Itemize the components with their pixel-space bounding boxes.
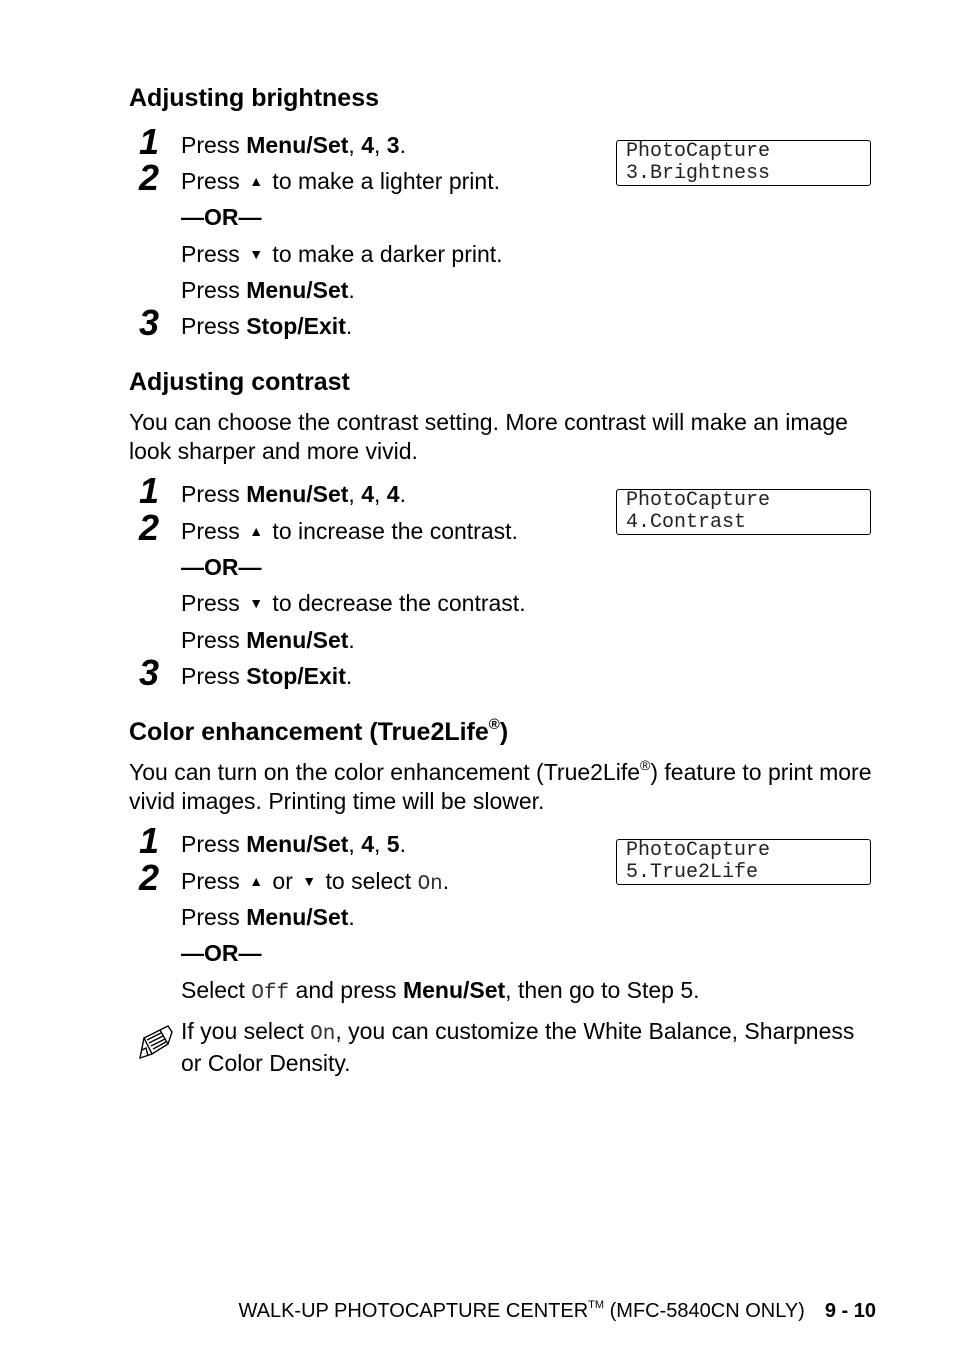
color-press-menu: Press Menu/Set. [181,904,355,930]
or-separator: —OR— [181,204,262,230]
step-number-2: 2 [139,157,160,198]
contrast-alt: Press ▼ to decrease the contrast. [181,590,526,616]
contrast-step1: Press Menu/Set, 4, 4. [181,481,406,507]
step-number-3: 3 [139,652,160,693]
step-number-2: 2 [139,857,160,898]
heading-color-enhancement: Color enhancement (True2Life®) [129,716,509,746]
or-separator: —OR— [181,940,262,966]
contrast-intro: You can choose the contrast setting. More contrast will make an image look sharper and more vivid. [129,409,848,464]
contrast-step3: Press Stop/Exit. [181,663,353,689]
lcd-display-brightness [616,140,871,186]
lcd-line-2: 4.Contrast [626,511,747,534]
note-text: If you select On, you can customize the White Balance, Sharpness or Color Density. [181,1018,855,1076]
page-number: 9 - 10 [824,1300,876,1322]
up-arrow-icon: ▲ [249,873,264,889]
lcd-line-1: PhotoCapture [626,839,771,862]
lcd-display-true2life [616,839,871,885]
lcd-line-2: 5.True2Life [626,861,759,884]
or-separator: —OR— [181,554,262,580]
lcd-line-1: PhotoCapture [626,140,771,163]
lcd-line-2: 3.Brightness [626,162,771,185]
step-number-1: 1 [139,820,160,861]
color-intro: You can turn on the color enhancement (True2Life®) feature to print more vivid images. Printing time will be slower. [129,757,872,814]
down-arrow-icon: ▼ [249,246,264,262]
up-arrow-icon: ▲ [249,523,264,539]
contrast-press-menu: Press Menu/Set. [181,627,355,653]
brightness-step1: Press Menu/Set, 4, 3. [181,132,406,158]
heading-adjusting-brightness: Adjusting brightness [129,84,379,112]
lcd-display-contrast [616,489,871,535]
step-number-3: 3 [139,302,160,343]
brightness-step3: Press Stop/Exit. [181,313,353,339]
brightness-alt: Press ▼ to make a darker print. [181,241,503,267]
color-select-off: Select Off and press Menu/Set, then go to Step 5. [181,977,700,1005]
color-step2: Press ▲ or ▼ to select On. [181,868,450,896]
brightness-press-menu: Press Menu/Set. [181,277,355,303]
contrast-step2: Press ▲ to increase the contrast. [181,518,518,544]
note-pencil-icon [138,1024,174,1062]
lcd-line-1: PhotoCapture [626,489,771,512]
down-arrow-icon: ▼ [249,595,264,611]
page-footer: WALK-UP PHOTOCAPTURE CENTER™ (MFC-5840CN ONLY) 9 - 10 [238,1299,876,1322]
color-step1: Press Menu/Set, 4, 5. [181,831,406,857]
step-number-1: 1 [139,470,160,511]
step-number-2: 2 [139,507,160,548]
up-arrow-icon: ▲ [249,173,264,189]
heading-adjusting-contrast: Adjusting contrast [129,368,350,396]
step-number-1: 1 [139,121,160,162]
down-arrow-icon: ▼ [302,873,317,889]
brightness-step2: Press ▲ to make a lighter print. [181,168,500,194]
